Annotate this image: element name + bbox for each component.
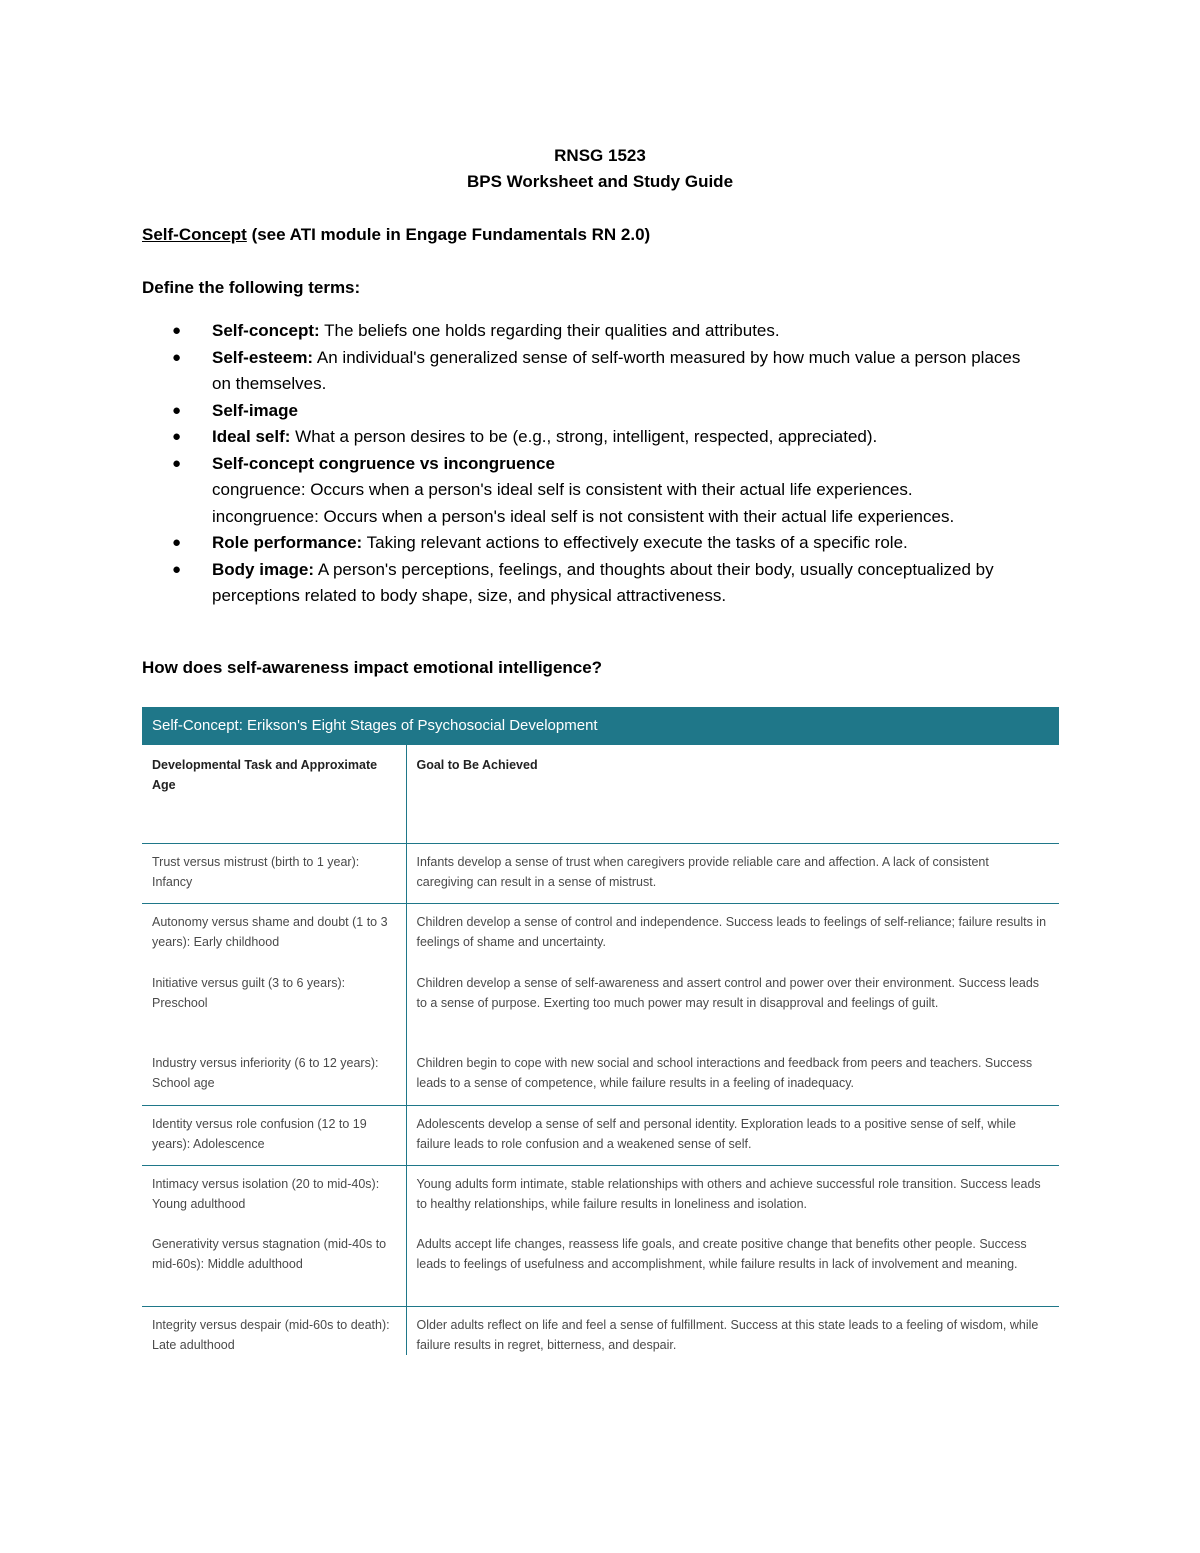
goal-cell: Young adults form intimate, stable relationships with others and achieve successful role transition. Success leads to healthy relationships, while failure results in loneliness and isolation.	[416, 1176, 1041, 1211]
bullet-icon: ●	[172, 401, 182, 419]
congruence-definition: congruence: Occurs when a person's ideal self is consistent with their actual life experiences.	[212, 480, 913, 499]
document-subtitle: BPS Worksheet and Study Guide	[466, 172, 734, 191]
table-row	[142, 965, 1059, 1045]
goal-cell: Adolescents develop a sense of self and personal identity. Exploration leads to a positive sense of self, while failure leads to role confusion and a weakened sense of self.	[406, 1105, 1059, 1165]
erikson-table	[142, 707, 1059, 1355]
table-header-row	[142, 745, 1059, 843]
course-title: RNSG 1523	[554, 146, 646, 165]
question-heading: How does self-awareness impact emotional intelligence?	[142, 658, 603, 677]
list-item	[142, 318, 1042, 345]
column-header-goal: Goal to Be Achieved	[406, 745, 1059, 843]
section-heading	[142, 225, 650, 245]
term-definition: The beliefs one holds regarding their qualities and attributes.	[319, 321, 780, 340]
task-cell: Identity versus role confusion (12 to 19 years): Adolescence	[142, 1105, 406, 1165]
term-label: Self-concept congruence vs incongruence	[212, 453, 555, 473]
list-item	[142, 557, 1042, 610]
table-title: Self-Concept: Erikson's Eight Stages of Psychosocial Development	[142, 707, 1059, 745]
list-item	[142, 345, 1042, 398]
list-item	[142, 398, 1042, 425]
task-cell: Initiative versus guilt (3 to 6 years): Preschool	[142, 965, 406, 1045]
goal-cell: Children develop a sense of control and independence. Success leads to feelings of self-reliance; failure results in feelings of shame and uncertainty.	[416, 914, 1047, 949]
goal-cell: Infants develop a sense of trust when caregivers provide reliable care and affection. A lack of consistent caregiving can result in a sense of mistrust.	[406, 843, 1059, 903]
goal-cell: Older adults reflect on life and feel a sense of fulfillment. Success at this state leads to a feeling of wisdom, while failure results in regret, bitterness, and despair.	[416, 1317, 1039, 1352]
bullet-icon: ●	[172, 454, 182, 472]
table-row	[142, 1226, 1059, 1306]
term-label: Self-image	[212, 400, 298, 420]
task-cell: Trust versus mistrust (birth to 1 year): Infancy	[142, 843, 406, 903]
task-cell: Autonomy versus shame and doubt (1 to 3 years): Early childhood	[142, 903, 406, 965]
task-cell: Integrity versus despair (mid-60s to death): Late adulthood	[142, 1306, 406, 1355]
table-row	[142, 903, 1059, 965]
list-item	[142, 530, 1042, 557]
table-row	[142, 1165, 1059, 1226]
bullet-icon: ●	[172, 534, 182, 551]
goal-cell: Adults accept life changes, reassess life goals, and create positive change that benefits other people. Success leads to feelings of usefulness and accomplishment, while failure results in lack of involvement and meaning.	[406, 1226, 1059, 1306]
term-label: Self-esteem:	[212, 347, 314, 367]
term-label: Self-concept:	[212, 321, 320, 340]
table-row	[142, 1045, 1059, 1105]
term-definition: An individual's generalized sense of self-worth measured by how much value a person places on themselves.	[212, 347, 1021, 393]
list-item	[142, 451, 1042, 531]
section-heading-underlined: Self-Concept	[142, 225, 247, 244]
stages-table	[142, 745, 1059, 1355]
task-cell: Generativity versus stagnation (mid-40s to mid-60s): Middle adulthood	[142, 1226, 406, 1306]
bullet-icon: ●	[172, 322, 182, 339]
column-header-task: Developmental Task and Approximate Age	[142, 745, 406, 843]
terms-list	[142, 318, 1042, 610]
task-cell: Industry versus inferiority (6 to 12 years): School age	[142, 1045, 406, 1105]
table-row	[142, 1105, 1059, 1165]
bullet-icon: ●	[172, 560, 182, 578]
section-heading-rest: (see ATI module in Engage Fundamentals RN 2.0)	[246, 225, 651, 244]
term-label: Ideal self:	[212, 427, 291, 446]
term-label: Body image:	[212, 559, 315, 579]
term-label: Role performance:	[212, 533, 363, 552]
table-row	[142, 1306, 1059, 1355]
bullet-icon: ●	[172, 348, 182, 366]
define-heading: Define the following terms:	[142, 278, 361, 297]
term-definition: Taking relevant actions to effectively execute the tasks of a specific role.	[362, 533, 908, 552]
table-row	[142, 843, 1059, 903]
goal-cell: Children develop a sense of self-awareness and assert control and power over their environment. Success leads to a sense of purpose. Exerting too much power may result in disapproval and feelings of guilt.	[416, 976, 1040, 1010]
term-definition: What a person desires to be (e.g., strong, intelligent, respected, appreciated).	[290, 427, 878, 446]
term-definition: A person's perceptions, feelings, and thoughts about their body, usually conceptualized by perceptions related to body shape, size, and physical attractiveness.	[212, 559, 994, 605]
bullet-icon: ●	[172, 428, 182, 445]
incongruence-definition: incongruence: Occurs when a person's ideal self is not consistent with their actual life experiences.	[212, 506, 955, 526]
list-item	[142, 424, 1042, 451]
goal-cell: Children begin to cope with new social and school interactions and feedback from peers and teachers. Success leads to a sense of competence, while failure results in a feeling of inadequacy.	[406, 1045, 1059, 1105]
task-cell: Intimacy versus isolation (20 to mid-40s): Young adulthood	[142, 1165, 406, 1226]
